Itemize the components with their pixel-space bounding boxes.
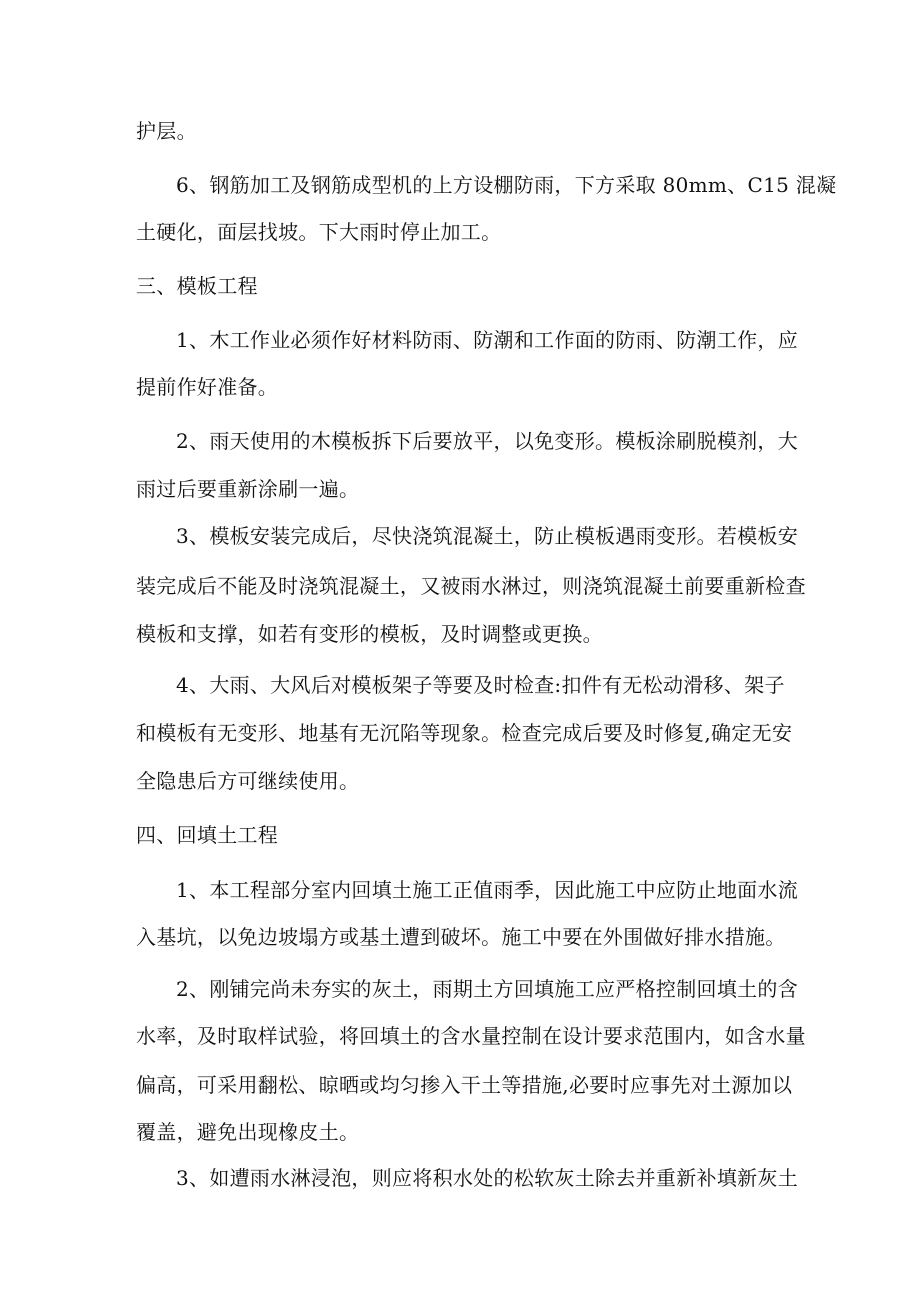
- paragraph-line: 全隐患后方可继续使用。: [136, 769, 360, 793]
- paragraph-line: 2、刚铺完尚未夯实的灰土，雨期土方回填施工应严格控制回填土的含: [176, 977, 799, 1001]
- paragraph-line: 提前作好准备。: [136, 375, 279, 399]
- paragraph-line: 1、木工作业必须作好材料防雨、防潮和工作面的防雨、防潮工作，应: [176, 328, 799, 352]
- paragraph-line: 覆盖，避免出现橡皮土。: [136, 1120, 360, 1144]
- paragraph-line: 雨过后要重新涂刷一遍。: [136, 477, 360, 501]
- paragraph-line: 模板和支撑，如若有变形的模板，及时调整或更换。: [136, 622, 603, 646]
- paragraph-line: 6、钢筋加工及钢筋成型机的上方设棚防雨，下方采取 80mm、C15 混凝: [176, 173, 837, 197]
- paragraph-line: 3、如遭雨水淋浸泡，则应将积水处的松软灰土除去并重新补填新灰土: [176, 1166, 799, 1190]
- paragraph-line: 1、本工程部分室内回填土施工正值雨季，因此施工中应防止地面水流: [176, 878, 799, 902]
- paragraph-line: 2、雨天使用的木模板拆下后要放平，以免变形。模板涂刷脱模剂，大: [176, 429, 799, 453]
- paragraph-line: 3、模板安装完成后，尽快浇筑混凝土，防止模板遇雨变形。若模板安: [176, 524, 799, 548]
- paragraph-line: 水率，及时取样试验，将回填土的含水量控制在设计要求范围内，如含水量: [136, 1024, 806, 1048]
- paragraph-line: 入基坑，以免边坡塌方或基土遭到破坏。施工中要在外围做好排水措施。: [136, 925, 786, 949]
- paragraph-line: 和模板有无变形、地基有无沉陷等现象。检查完成后要及时修复,确定无安: [136, 721, 793, 745]
- paragraph-line: 4、大雨、大风后对模板架子等要及时检查:扣件有无松动滑移、架子: [176, 673, 785, 697]
- paragraph-line: 装完成后不能及时浇筑混凝土，又被雨水淋过，则浇筑混凝土前要重新检查: [136, 574, 806, 598]
- paragraph-line: 土硬化，面层找坡。下大雨时停止加工。: [136, 220, 502, 244]
- paragraph-line: 护层。: [136, 119, 197, 143]
- paragraph-line: 偏高，可采用翻松、晾晒或均匀掺入干土等措施,必要时应事先对土源加以: [136, 1073, 793, 1097]
- section-heading: 四、回填土工程: [136, 823, 279, 847]
- section-heading: 三、模板工程: [136, 274, 258, 298]
